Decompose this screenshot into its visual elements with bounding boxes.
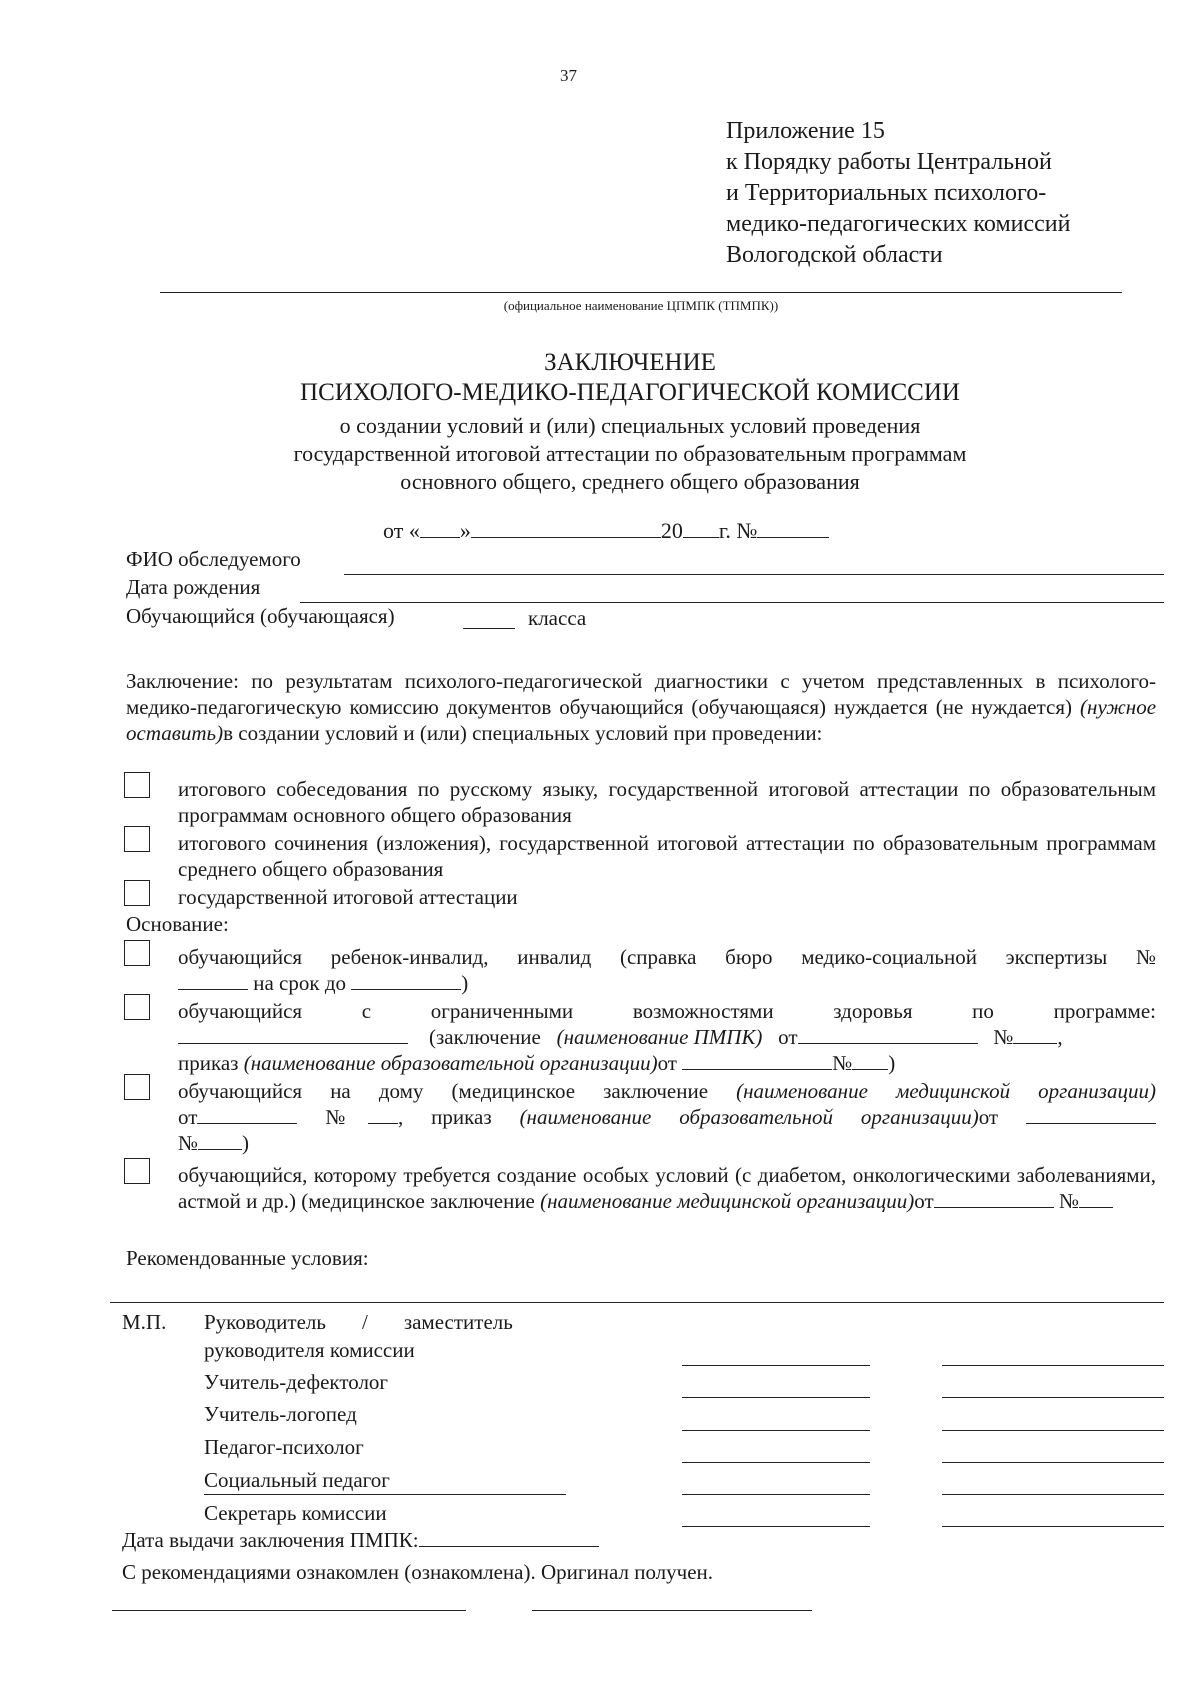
day-field[interactable] xyxy=(420,519,460,538)
basis-ovz-close: ) xyxy=(888,1051,896,1075)
recommended-field[interactable] xyxy=(110,1302,1164,1303)
signature-line-speech-therapist[interactable] xyxy=(682,1430,870,1431)
pmpk-date-field[interactable] xyxy=(798,1025,978,1044)
fio-label: ФИО обследуемого xyxy=(126,547,301,571)
order-date-field[interactable] xyxy=(682,1051,832,1070)
head-label-b: заместитель xyxy=(403,1310,513,1334)
appendix-line: и Территориальных психолого- xyxy=(726,180,1047,206)
date-ot: от « xyxy=(383,518,420,543)
role-psychologist: Педагог-психолог xyxy=(204,1435,364,1459)
basis-ovz-order-from: от xyxy=(657,1051,677,1075)
signature-line-defectologist[interactable] xyxy=(682,1397,870,1398)
basis-home-org-name: (наименование образовательной организации) xyxy=(519,1105,979,1129)
term-date-field[interactable] xyxy=(351,971,461,990)
basis-ovz-comma: , xyxy=(1057,1025,1063,1049)
basis-disabled-line2 xyxy=(178,970,1156,996)
name-line-speech-therapist[interactable] xyxy=(942,1430,1164,1431)
role-defectologist: Учитель-дефектолог xyxy=(204,1370,389,1394)
basis-ovz-org-name: (наименование образовательной организации) xyxy=(243,1051,658,1075)
basis-label: Основание: xyxy=(126,912,229,936)
fio-field[interactable] xyxy=(344,574,1164,575)
special-number-field[interactable] xyxy=(1079,1189,1113,1208)
name-line-head[interactable] xyxy=(942,1365,1164,1366)
date-number-label: г. № xyxy=(718,518,758,543)
parent-signature-line[interactable] xyxy=(112,1610,466,1611)
stamp-label: М.П. xyxy=(122,1310,167,1334)
issue-date-field[interactable] xyxy=(419,1528,599,1547)
basis-home-med-org: (наименование медицинской организации) xyxy=(736,1079,1156,1103)
home-order-number-field[interactable] xyxy=(198,1131,242,1150)
basis-home-line2 xyxy=(178,1104,1156,1130)
subtitle-line: основного общего, среднего общего образования xyxy=(400,469,860,494)
basis-disabled-close: ) xyxy=(461,971,469,995)
option-gia: государственной итоговой аттестации xyxy=(178,885,518,909)
number-field[interactable] xyxy=(757,519,829,538)
acknowledged-text: С рекомендациями ознакомлен (ознакомлена). Оригинал получен. xyxy=(122,1560,714,1584)
basis-home-no: № xyxy=(325,1105,369,1129)
parent-name-line[interactable] xyxy=(532,1610,812,1611)
basis-special xyxy=(178,1162,1156,1214)
home-order-date-field[interactable] xyxy=(1026,1105,1156,1124)
signature-line-social-pedagogue[interactable] xyxy=(682,1494,870,1495)
head-label xyxy=(204,1310,554,1335)
appendix-block xyxy=(726,116,1070,271)
basis-home xyxy=(178,1078,1156,1156)
certificate-number-field[interactable] xyxy=(178,971,248,990)
basis-ovz-no: № xyxy=(993,1025,1014,1049)
birth-date-field[interactable] xyxy=(300,602,1164,603)
basis-home-line3 xyxy=(178,1130,1156,1156)
basis-checkbox-special[interactable] xyxy=(124,1158,150,1184)
basis-ovz-line2 xyxy=(178,1024,1156,1050)
class-field[interactable] xyxy=(463,628,515,629)
basis-special-from: от xyxy=(914,1189,934,1213)
basis-checkbox-ovz[interactable] xyxy=(124,994,150,1020)
basis-home-text: обучающийся на дому (медицинское заключение xyxy=(178,1079,709,1103)
name-line-defectologist[interactable] xyxy=(942,1397,1164,1398)
name-line-secretary[interactable] xyxy=(942,1526,1164,1527)
appendix-line: Приложение 15 xyxy=(726,118,885,144)
basis-disabled xyxy=(178,944,1156,996)
appendix-line: к Порядку работы Центральной xyxy=(726,149,1052,175)
pmpk-number-field[interactable] xyxy=(1013,1025,1057,1044)
date-line xyxy=(383,518,829,544)
appendix-line: медико-педагогических комиссий xyxy=(726,211,1071,237)
med-date-field[interactable] xyxy=(197,1105,297,1124)
document-title xyxy=(150,348,1110,408)
year-field[interactable] xyxy=(683,519,719,538)
appendix-line: Вологодской области xyxy=(726,242,943,268)
subtitle-line: о создании условий и (или) специальных условий проведения xyxy=(339,413,921,438)
basis-ovz-order: приказ xyxy=(178,1051,239,1075)
official-name-caption: (официальное наименование ЦПМПК (ТПМПК)) xyxy=(503,298,779,313)
issue-date-label: Дата выдачи заключения ПМПК: xyxy=(122,1528,419,1552)
conclusion-note: (нужное оставить) xyxy=(126,695,1157,745)
basis-ovz xyxy=(178,998,1156,1076)
conclusion-text-end: в создании условий и (или) специальных условий при проведении: xyxy=(223,721,823,745)
role-social-pedagogue: Социальный педагог xyxy=(204,1468,390,1492)
signature-line-secretary[interactable] xyxy=(682,1526,870,1527)
signature-line-head[interactable] xyxy=(682,1365,870,1366)
option-checkbox-interview[interactable] xyxy=(124,772,150,798)
option-checkbox-essay[interactable] xyxy=(124,826,150,852)
month-field[interactable] xyxy=(471,519,661,538)
basis-home-line1 xyxy=(178,1078,1156,1104)
conclusion-paragraph xyxy=(126,668,1156,746)
date-close-quote: » xyxy=(459,518,471,543)
basis-home-close: ) xyxy=(242,1131,250,1155)
basis-ovz-order-no: № xyxy=(832,1051,853,1075)
program-field[interactable] xyxy=(178,1025,408,1044)
order-number-field[interactable] xyxy=(852,1051,888,1070)
option-checkbox-gia[interactable] xyxy=(124,880,150,906)
basis-ovz-line3 xyxy=(178,1050,1156,1076)
page-number: 37 xyxy=(560,66,577,85)
official-name-line[interactable] xyxy=(160,292,1122,293)
option-interview: итогового собеседования по русскому языку, государственной итоговой аттестации по образовательным программам основного общего образования xyxy=(178,777,1156,827)
basis-disabled-term: на срок до xyxy=(253,971,347,995)
head-label-a: Руководитель xyxy=(204,1310,326,1334)
option-essay: итогового сочинения (изложения), государственной итоговой аттестации по образовательным программам среднего общего образования xyxy=(178,831,1156,881)
birth-date-label: Дата рождения xyxy=(126,575,261,599)
basis-ovz-from: от xyxy=(778,1025,798,1049)
basis-home-from: от xyxy=(178,1105,198,1129)
subtitle-line: государственной итоговой аттестации по образовательным программам xyxy=(293,441,967,466)
role-speech-therapist: Учитель-логопед xyxy=(204,1402,357,1426)
basis-special-text: обучающийся, которому требуется создание особых условий (с диабетом, онкологическими заболеваниями, астмой и др.) (медицинское заключение xyxy=(178,1163,1156,1213)
basis-ovz-pmpk-name: (наименование ПМПК) xyxy=(556,1025,763,1049)
date-year: 20 xyxy=(660,518,683,543)
issue-date-row xyxy=(122,1528,599,1553)
med-number-field[interactable] xyxy=(368,1105,398,1124)
basis-home-order: , приказ xyxy=(398,1105,492,1129)
basis-ovz-line1: обучающийся с ограниченными возможностями здоровья по программе: xyxy=(178,999,1156,1023)
head-label-c: руководителя комиссии xyxy=(204,1338,415,1362)
title-line: ПСИХОЛОГО-МЕДИКО-ПЕДАГОГИЧЕСКОЙ КОМИССИИ xyxy=(300,379,960,406)
basis-disabled-line: обучающийся ребенок-инвалид, инвалид (справка бюро медико-социальной экспертизы № xyxy=(178,945,1156,969)
social-pedagogue-underline xyxy=(204,1494,566,1495)
name-line-psychologist[interactable] xyxy=(942,1462,1164,1463)
basis-checkbox-disabled[interactable] xyxy=(124,940,150,966)
recommended-label: Рекомендованные условия: xyxy=(126,1246,369,1270)
student-label: Обучающийся (обучающаяся) xyxy=(126,604,395,628)
head-label-slash: / xyxy=(361,1310,368,1334)
basis-ovz-conclusion: (заключение xyxy=(429,1025,541,1049)
special-date-field[interactable] xyxy=(934,1189,1054,1208)
basis-home-order-from: от xyxy=(978,1105,999,1129)
title-line: ЗАКЛЮЧЕНИЕ xyxy=(544,349,716,376)
basis-home-order-no: № xyxy=(178,1131,199,1155)
name-line-social-pedagogue[interactable] xyxy=(942,1494,1164,1495)
signature-line-psychologist[interactable] xyxy=(682,1462,870,1463)
class-label: класса xyxy=(528,606,587,630)
conclusion-text: Заключение: по результатам психолого-педагогической диагностики с учетом представленных в психолого-медико-педагогическую комиссию документов обучающийся (обучающаяся) нуждается (не нуждается) xyxy=(126,669,1156,719)
basis-special-no: № xyxy=(1058,1189,1079,1213)
document-subtitle xyxy=(150,412,1110,496)
basis-special-med-org: (наименование медицинской организации) xyxy=(540,1189,915,1213)
basis-checkbox-home[interactable] xyxy=(124,1074,150,1100)
role-secretary: Секретарь комиссии xyxy=(204,1501,387,1525)
